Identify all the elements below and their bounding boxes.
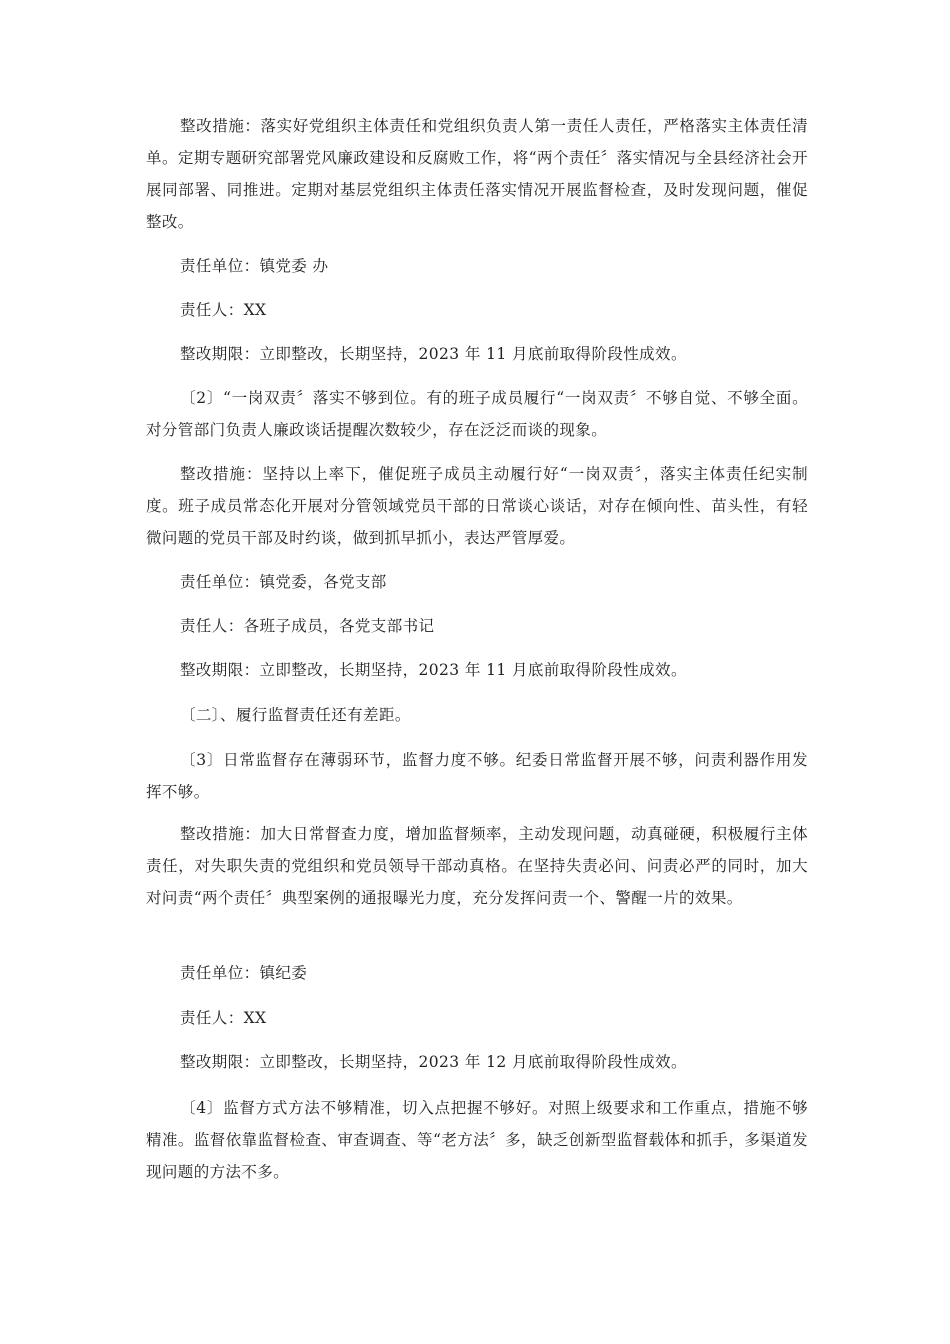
paragraph-issue-2: 〔2〕“一岗双责〞落实不够到位。有的班子成员履行“一岗双责〞不够自觉、不够全面。对分管部门负责人廉政谈话提醒次数较少，存在泛泛而谈的现象。 <box>146 389 808 439</box>
paragraph-person-3: 责任人：XX <box>180 1009 267 1027</box>
paragraph-unit-2: 责任单位：镇党委，各党支部 <box>180 573 387 591</box>
paragraph-measures-3: 整改措施：加大日常督查力度，增加监督频率，主动发现问题，动真碰硬，积极履行主体责任，对失职失责的党组织和党员领导干部动真格。在坚持失责必问、问责必严的同时，加大对问责“两个责任〞典型案例的通报曝光力度，充分发挥问责一个、警醒一片的效果。 <box>146 825 808 907</box>
paragraph-deadline-1: 整改期限：立即整改，长期坚持，2023 年 11 月底前取得阶段性成效。 <box>180 345 687 363</box>
paragraph-person-1: 责任人：XX <box>180 301 267 319</box>
paragraph-unit-3: 责任单位：镇纪委 <box>180 964 308 982</box>
paragraph-issue-4: 〔4〕监督方式方法不够精准，切入点把握不够好。对照上级要求和工作重点，措施不够精准。监督依靠监督检查、审查调查、等“老方法〞多，缺乏创新型监督载体和抓手，多渠道发现问题的方法不多。 <box>146 1099 808 1181</box>
paragraph-issue-3: 〔3〕日常监督存在薄弱环节，监督力度不够。纪委日常监督开展不够，问责利器作用发挥不够。 <box>146 751 808 801</box>
paragraph-deadline-2: 整改期限：立即整改，长期坚持，2023 年 11 月底前取得阶段性成效。 <box>180 661 687 679</box>
paragraph-deadline-3: 整改期限：立即整改，长期坚持，2023 年 12 月底前取得阶段性成效。 <box>180 1053 687 1071</box>
paragraph-unit-1: 责任单位：镇党委 办 <box>180 257 329 275</box>
section-heading-2: 〔二〕、履行监督责任还有差距。 <box>180 706 411 724</box>
paragraph-person-2: 责任人：各班子成员，各党支部书记 <box>180 617 435 635</box>
paragraph-measures-2: 整改措施：坚持以上率下，催促班子成员主动履行好“一岗双责〞，落实主体责任纪实制度。班子成员常态化开展对分管领域党员干部的日常谈心谈话，对存在倾向性、苗头性，有轻微问题的党员干部及时约谈，做到抓早抓小，表达严管厚爱。 <box>146 465 808 547</box>
paragraph-measures-1: 整改措施：落实好党组织主体责任和党组织负责人第一责任人责任，严格落实主体责任清单。定期专题研究部署党风廉政建设和反腐败工作，将“两个责任〞落实情况与全县经济社会开展同部署、同推进。定期对基层党组织主体责任落实情况开展监督检查，及时发现问题，催促整改。 <box>146 117 808 231</box>
